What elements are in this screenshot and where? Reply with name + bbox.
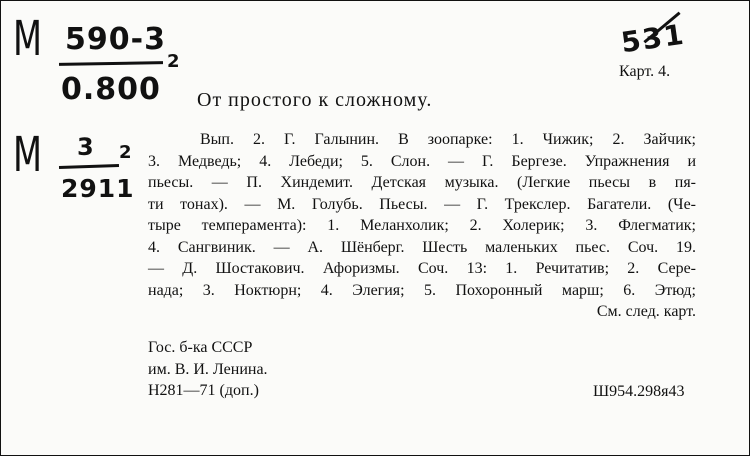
- body-line: 3. Медведь; 4. Лебеди; 5. Слон. — Г. Бергезе. Упражнения и: [148, 152, 696, 170]
- library-line-3: Н281—71 (доп.): [148, 382, 259, 399]
- handwritten-fraction-1-line: [59, 61, 163, 66]
- body-line: тыре темперамента): 1. Меланхолик; 2. Холерик; 3. Флегматик;: [148, 217, 696, 234]
- body-line: пьесы. — П. Хиндемит. Детская музыка. (Легкие пьесы в пя-: [148, 174, 696, 191]
- library-line-2: им. В. И. Ленина.: [148, 360, 268, 378]
- handwritten-fraction-2-line: [59, 164, 119, 169]
- handwritten-letter-1: М: [13, 11, 43, 67]
- handwritten-fraction-1-top: 590-3: [65, 22, 166, 57]
- handwritten-mark-1: 2: [167, 51, 181, 72]
- handwritten-mark-2: 2: [119, 142, 133, 163]
- body-line: нада; 3. Ноктюрн; 4. Элегия; 5. Похоронный марш; 6. Этюд;: [148, 281, 696, 299]
- body-line: 4. Сангвиник. — А. Шёнберг. Шесть маленьких пьес. Соч. 19.: [148, 238, 696, 256]
- card-number-label: Карт. 4.: [619, 63, 671, 80]
- continued-note: См. след. карт.: [596, 303, 696, 320]
- body-line: — Д. Шостакович. Афоризмы. Соч. 13: 1. Речитатив; 2. Сере-: [148, 260, 696, 277]
- handwritten-letter-2: М: [13, 127, 43, 183]
- card-body-text: [148, 129, 696, 323]
- catalog-code: Ш954.298я43: [593, 383, 685, 400]
- body-line: Вып. 2. Г. Галынин. В зоопарке: 1. Чижик; 2. Зайчик;: [200, 131, 696, 148]
- library-imprint: [148, 337, 268, 402]
- library-line-1: Гос. б-ка СССР: [148, 339, 253, 356]
- card-title: От простого к сложному.: [197, 89, 433, 111]
- handwritten-corner-number: 531: [618, 17, 688, 60]
- handwritten-fraction-2-top: 3: [77, 133, 95, 161]
- handwritten-fraction-2-bottom: 2911: [61, 174, 135, 203]
- body-line: ти тонах). — М. Голубь. Пьесы. — Г. Трекслер. Багатели. (Че-: [148, 195, 696, 213]
- handwritten-fraction-1-bottom: 0.800: [61, 72, 161, 107]
